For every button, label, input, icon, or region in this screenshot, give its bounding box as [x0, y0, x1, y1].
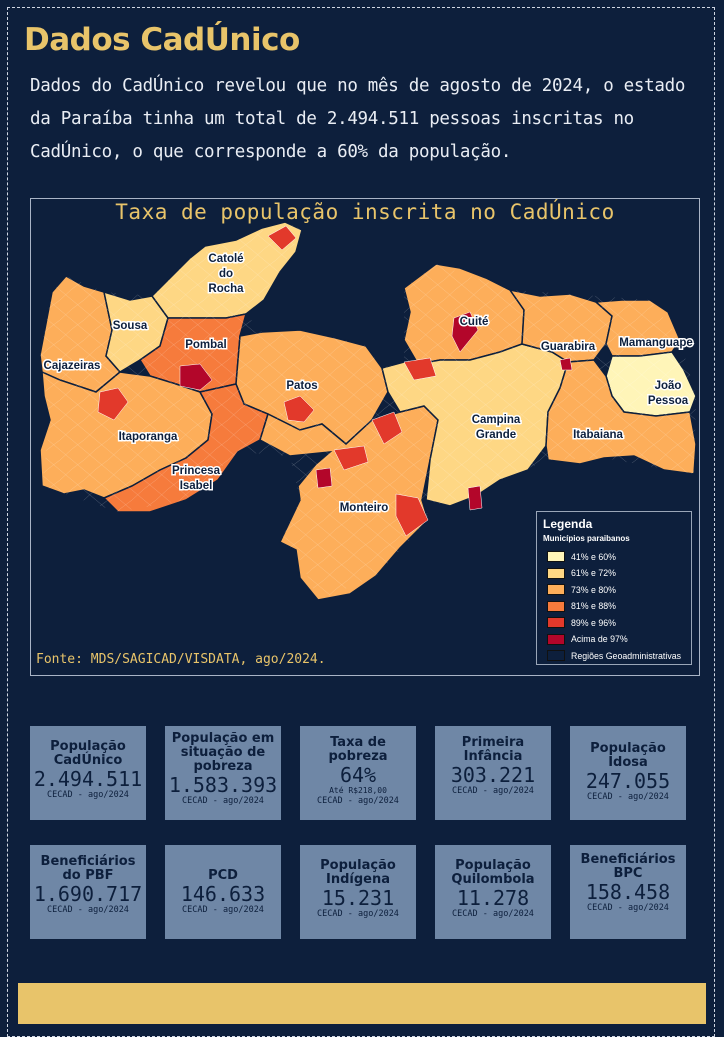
- muni-high-11: [560, 358, 572, 370]
- stat-card-value: 1.583.393: [168, 773, 278, 797]
- stat-card-note: Até R$218,00: [329, 786, 387, 795]
- stat-card-title: PCD: [208, 868, 238, 883]
- stat-card-value: 303.221: [450, 763, 536, 787]
- map-legend: [536, 511, 692, 665]
- stat-card: [435, 726, 551, 820]
- stat-card: [165, 845, 281, 939]
- map-title: Taxa de população inscrita no CadÚnico: [115, 200, 615, 224]
- legend-swatch: [547, 601, 565, 612]
- stat-card: [435, 845, 551, 939]
- stat-card: [570, 726, 686, 820]
- legend-item: [543, 648, 685, 663]
- stat-card-title: População Idosa: [590, 741, 666, 770]
- stat-card-title: Primeira Infância: [461, 735, 525, 764]
- stat-card-source: CECAD - ago/2024: [587, 792, 669, 802]
- stat-card: [300, 845, 416, 939]
- label-princesa: Princesa Isabel: [172, 465, 220, 492]
- legend-subtitle: Municípios paraibanos: [543, 534, 630, 543]
- label-mamanguape: Mamanguape: [619, 337, 693, 349]
- label-catole: Catolé do Rocha: [208, 253, 244, 295]
- legend-label: Regiões Geoadministrativas: [571, 650, 682, 661]
- stat-card-value: 146.633: [180, 882, 266, 906]
- stat-card-source: CECAD - ago/2024: [317, 909, 399, 919]
- stat-card-source: CECAD - ago/2024: [182, 796, 264, 806]
- legend-item: [543, 582, 685, 597]
- stat-card-value: 158.458: [585, 880, 671, 904]
- footer-bar: [18, 983, 706, 1024]
- legend-item: [543, 599, 685, 614]
- stat-card-title: Beneficiários BPC: [580, 852, 676, 881]
- stat-card: [30, 845, 146, 939]
- legend-swatch: [547, 568, 565, 579]
- legend-label: 41% e 60%: [571, 551, 616, 562]
- stat-card: [570, 845, 686, 939]
- stat-card: [30, 726, 146, 820]
- page-title: Dados CadÚnico: [24, 22, 300, 58]
- legend-items: [543, 549, 685, 663]
- stat-card-title: Beneficiários do PBF: [40, 854, 136, 883]
- intro-paragraph: Dados do CadÚnico revelou que no mês de agosto de 2024, o estado da Paraíba tinha um total de 2.494.511 pessoas inscritas no CadÚnico, o que corresponde a 60% da população.: [30, 76, 686, 162]
- stat-card-value: 11.278: [456, 886, 530, 910]
- legend-title: Legenda: [543, 517, 593, 531]
- label-cuite: Cuité: [459, 316, 489, 328]
- legend-label: 61% e 72%: [571, 568, 616, 578]
- stat-card-value: 15.231: [321, 886, 395, 910]
- stat-card-source: CECAD - ago/2024: [182, 905, 264, 915]
- stat-card-value: 64%: [339, 763, 377, 787]
- stat-card-title: População CadÚnico: [50, 739, 126, 768]
- map-source: Fonte: MDS/SAGICAD/VISDATA, ago/2024.: [36, 652, 326, 667]
- label-guarabira: Guarabira: [540, 341, 596, 353]
- stat-card-title: Taxa de pobreza: [328, 735, 388, 764]
- legend-swatch: [547, 584, 565, 595]
- stat-card-title: População Quilombola: [451, 858, 535, 887]
- stat-card-source: CECAD - ago/2024: [587, 903, 669, 913]
- stat-card-value: 2.494.511: [33, 767, 143, 791]
- stat-card-source: CECAD - ago/2024: [317, 796, 399, 806]
- legend-item: [543, 615, 685, 630]
- stat-card: [165, 726, 281, 820]
- stat-card-value: 247.055: [585, 769, 671, 793]
- legend-swatch: [547, 634, 565, 645]
- legend-item: [543, 566, 685, 581]
- label-sousa: Sousa: [112, 320, 148, 332]
- legend-swatch: [547, 617, 565, 628]
- stat-card: [300, 726, 416, 820]
- stat-card-source: CECAD - ago/2024: [47, 905, 129, 915]
- label-itaporanga: Itaporanga: [118, 431, 178, 443]
- legend-swatch: [547, 551, 565, 562]
- legend-item: [543, 549, 685, 564]
- label-campina: Campina Grande: [471, 414, 521, 441]
- label-cajazeiras: Cajazeiras: [43, 360, 101, 372]
- stat-card-source: CECAD - ago/2024: [452, 909, 534, 919]
- stat-card-source: CECAD - ago/2024: [452, 786, 534, 796]
- label-joaopessoa: João Pessoa: [647, 380, 689, 407]
- label-itabaiana: Itabaiana: [573, 429, 623, 441]
- legend-item: [543, 632, 685, 647]
- stat-card-value: 1.690.717: [33, 882, 143, 906]
- stat-card-source: CECAD - ago/2024: [47, 790, 129, 800]
- muni-high-6: [316, 468, 332, 488]
- stat-card-title: População em situação de pobreza: [171, 731, 275, 774]
- stat-card-title: População Indígena: [320, 858, 396, 887]
- legend-label: 81% e 88%: [571, 601, 616, 611]
- legend-label: Acima de 97%: [571, 634, 628, 644]
- legend-label: 73% e 80%: [571, 584, 616, 595]
- label-pombal: Pombal: [185, 339, 227, 351]
- legend-swatch: [547, 650, 565, 661]
- label-patos: Patos: [286, 380, 318, 392]
- label-monteiro: Monteiro: [339, 502, 389, 514]
- legend-label: 89% e 96%: [571, 617, 616, 628]
- muni-high-10: [468, 486, 482, 510]
